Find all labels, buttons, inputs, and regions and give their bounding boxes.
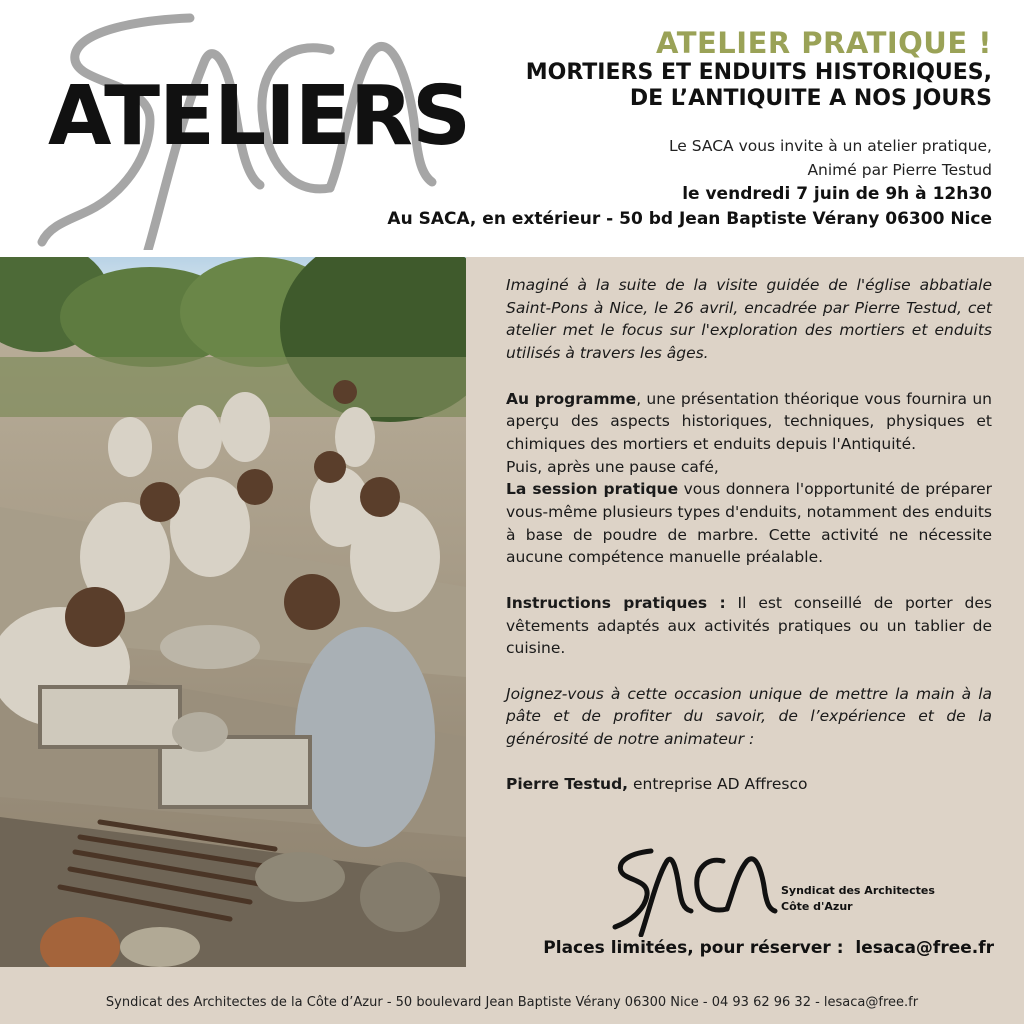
reservation-label: Places limitées, pour réserver : — [543, 938, 844, 958]
footer — [0, 967, 1024, 1024]
instructions-label: Instructions pratiques : — [506, 593, 726, 612]
description-text — [506, 274, 992, 819]
instructions-paragraph — [506, 592, 992, 660]
reservation-email-link[interactable]: lesaca@free.fr — [855, 938, 994, 958]
event-title-line-1: MORTIERS ET ENDUITS HISTORIQUES, — [525, 60, 992, 85]
header-info — [352, 26, 992, 232]
programme-text: , une présentation théorique vous fournira un aperçu des aspects historiques, techniques, physiques et chimiques des mortiers et enduits depuis l'Antiquité. — [506, 389, 992, 453]
intro — [352, 134, 992, 232]
programme-label: Au programme — [506, 389, 637, 408]
coffee-break-line: Puis, après une pause café, — [506, 457, 719, 476]
practical-session-text: vous donnera l'opportunité de préparer vous-même plusieurs types d'enduits, notamment des enduits à base de poudre de marbre. Cette activité ne nécessite aucune compétence manuelle préalable. — [506, 480, 992, 567]
event-kicker: ATELIER PRATIQUE ! — [656, 26, 992, 60]
host-line — [506, 773, 992, 796]
footer-contact: Syndicat des Architectes de la Côte d’Azur - 50 boulevard Jean Baptiste Vérany 06300 Nice - 04 93 62 96 32 - lesaca@free.fr — [105, 995, 919, 1010]
intro-line-2: Animé par Pierre Testud — [807, 161, 992, 179]
host-company: entreprise AD Affresco — [628, 775, 808, 794]
practical-session-paragraph — [506, 478, 992, 569]
invitation-paragraph: Joignez-vous à cette occasion unique de mettre la main à la pâte et de profiter du savoir, de l’expérience et de la générosité de notre animateur : — [506, 684, 992, 749]
event-location: Au SACA, en extérieur - 50 bd Jean Baptiste Vérany 06300 Nice — [387, 209, 992, 229]
description-intro: Imaginé à la suite de la visite guidée de l'église abbatiale Saint-Pons à Nice, le 26 avril, encadrée par Pierre Testud, cet atelier met le focus sur l'exploration des mortiers et enduits utilisés à travers les âges. — [506, 276, 992, 363]
practical-session-label: La session pratique — [506, 480, 679, 499]
workshop-photo — [0, 257, 466, 967]
programme-paragraph — [506, 388, 992, 456]
reservation-line — [514, 938, 994, 958]
instructions-text: Il est conseillé de porter des vêtements adaptés aux activités pratiques ou un tablier de cuisine. — [506, 593, 992, 658]
description-panel — [466, 257, 1024, 967]
workshop-illustration — [0, 257, 466, 967]
event-date: le vendredi 7 juin de 9h à 12h30 — [682, 184, 992, 204]
intro-line-1: Le SACA vous invite à un atelier pratique, — [668, 137, 992, 155]
event-title-line-2: DE L’ANTIQUITE A NOS JOURS — [629, 86, 992, 111]
saca-caption-line-1: Syndicat des Architectes — [781, 884, 935, 897]
header — [0, 0, 1024, 257]
host-name: Pierre Testud, — [506, 775, 629, 794]
saca-caption-line-2: Côte d'Azur — [781, 900, 853, 913]
ateliers-wordmark: ATELIERS — [48, 69, 471, 164]
